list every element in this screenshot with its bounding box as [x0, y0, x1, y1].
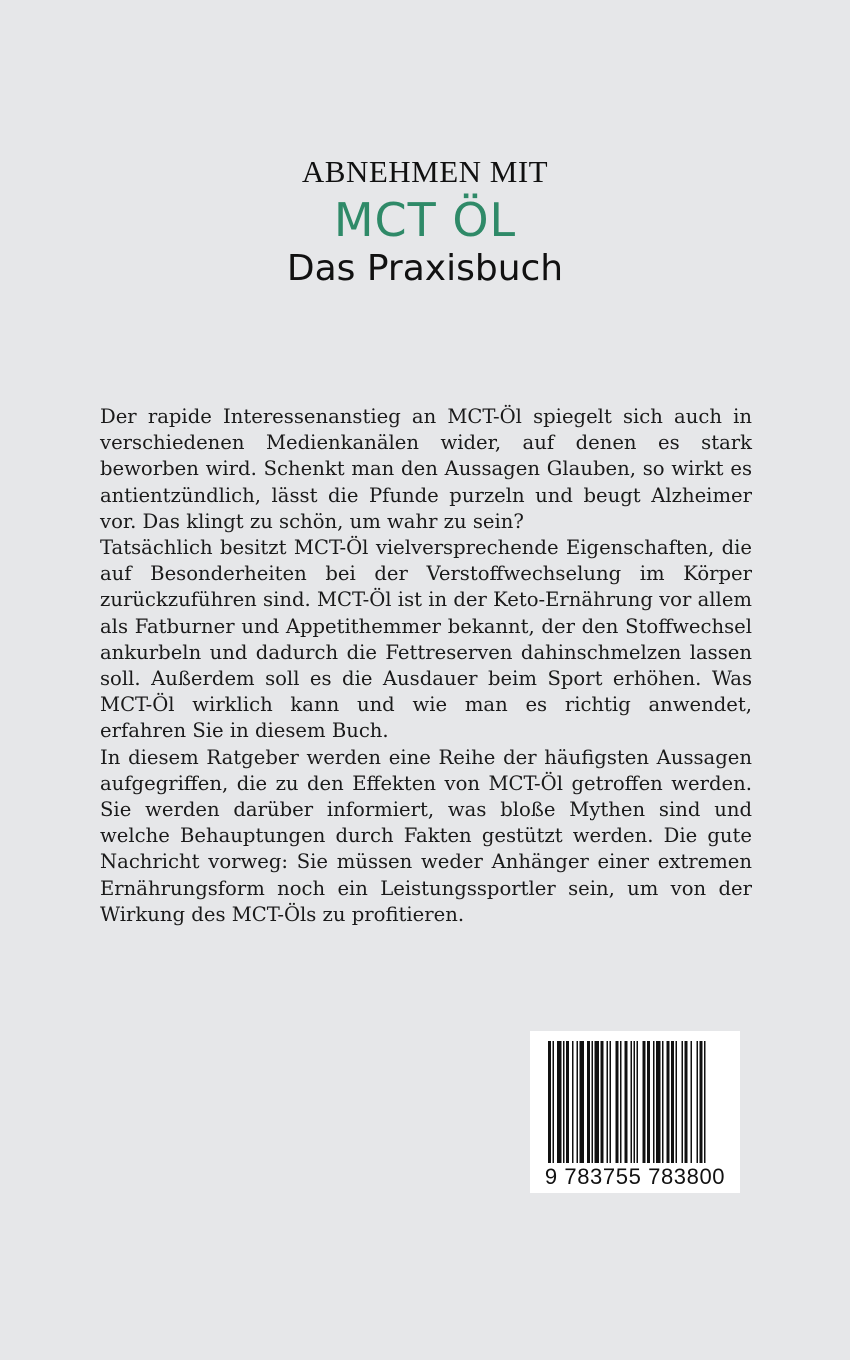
barcode-bars	[538, 1041, 732, 1163]
barcode-bar	[601, 1041, 604, 1163]
barcode-bar	[566, 1041, 569, 1163]
barcode-bar	[563, 1041, 565, 1163]
barcode-bar	[643, 1041, 646, 1163]
barcode-bar	[607, 1041, 609, 1163]
barcode-bar	[656, 1041, 661, 1163]
barcode-bar	[676, 1041, 678, 1163]
barcode-bar	[631, 1041, 633, 1163]
back-cover-blurb	[100, 404, 752, 928]
blurb-paragraph-3: In diesem Ratgeber werden eine Reihe der häufigsten Aussagen aufgegriffen, die zu den Effekten von MCT-Öl getroffen werden. Sie werden darüber informiert, was bloße Mythen sind und welche Behauptungen durch Fakten gestützt werden. Die gute Nachricht vorweg: Sie müssen weder Anhänger einer extremen Ernährungsform noch ein Leistungssportler sein, um von der Wirkung des MCT-Öls zu profitieren.	[100, 745, 752, 926]
barcode-bar	[691, 1041, 693, 1163]
barcode-bar	[572, 1041, 574, 1163]
barcode-bar	[662, 1041, 664, 1163]
barcode-bar	[653, 1041, 655, 1163]
barcode-bar	[637, 1041, 639, 1163]
barcode-bar	[667, 1041, 670, 1163]
barcode-bar	[700, 1041, 703, 1163]
barcode-bar	[620, 1041, 622, 1163]
barcode-bar	[634, 1041, 636, 1163]
barcode-bar	[682, 1041, 684, 1163]
isbn-barcode	[530, 1031, 740, 1193]
barcode-bar	[587, 1041, 590, 1163]
barcode-bar	[610, 1041, 612, 1163]
barcode-bar	[577, 1041, 579, 1163]
barcode-bar	[671, 1041, 674, 1163]
blurb-paragraph-2: Tatsächlich besitzt MCT-Öl vielversprechende Eigenschaften, die auf Besonderheiten bei der Verstoffwechselung im Körper zurückzuführen sind. MCT-Öl ist in der Keto-Ernährung vor allem als Fatburner und Appetithemmer bekannt, der den Stoffwechsel ankurbeln und dadurch die Fettreserven dahinschmelzen lassen soll. Außerdem soll es die Ausdauer beim Sport erhöhen. Was MCT-Öl wirklich kann und wie man es richtig anwendet, erfahren Sie in diesem Buch.	[100, 536, 752, 743]
barcode-bar	[625, 1041, 628, 1163]
cover-title	[0, 150, 850, 292]
barcode-bar	[557, 1041, 562, 1163]
barcode-bar	[548, 1041, 551, 1163]
barcode-bar	[592, 1041, 594, 1163]
title-line-abnehmen: ABNEHMEN MIT	[301, 154, 549, 189]
barcode-bar	[697, 1041, 699, 1163]
barcode-bar	[704, 1041, 706, 1163]
barcode-bar	[595, 1041, 600, 1163]
title-line-praxisbuch: Das Praxisbuch	[286, 248, 564, 289]
isbn-number: 9 783755 783800	[544, 1164, 726, 1189]
title-line-mct-oel: MCT ÖL	[333, 193, 517, 247]
barcode-bar	[616, 1041, 619, 1163]
barcode-bar	[647, 1041, 650, 1163]
barcode-bar	[685, 1041, 688, 1163]
barcode-bar	[553, 1041, 555, 1163]
barcode-bar	[580, 1041, 585, 1163]
blurb-paragraph-1: Der rapide Interessenanstieg an MCT-Öl spiegelt sich auch in verschiedenen Medienkanälen wider, auf denen es stark beworben wird. Schenkt man den Aussagen Glauben, so wirkt es antientzündlich, lässt die Pfunde purzeln und beugt Alzheimer vor. Das klingt zu schön, um wahr zu sein?	[100, 405, 752, 533]
